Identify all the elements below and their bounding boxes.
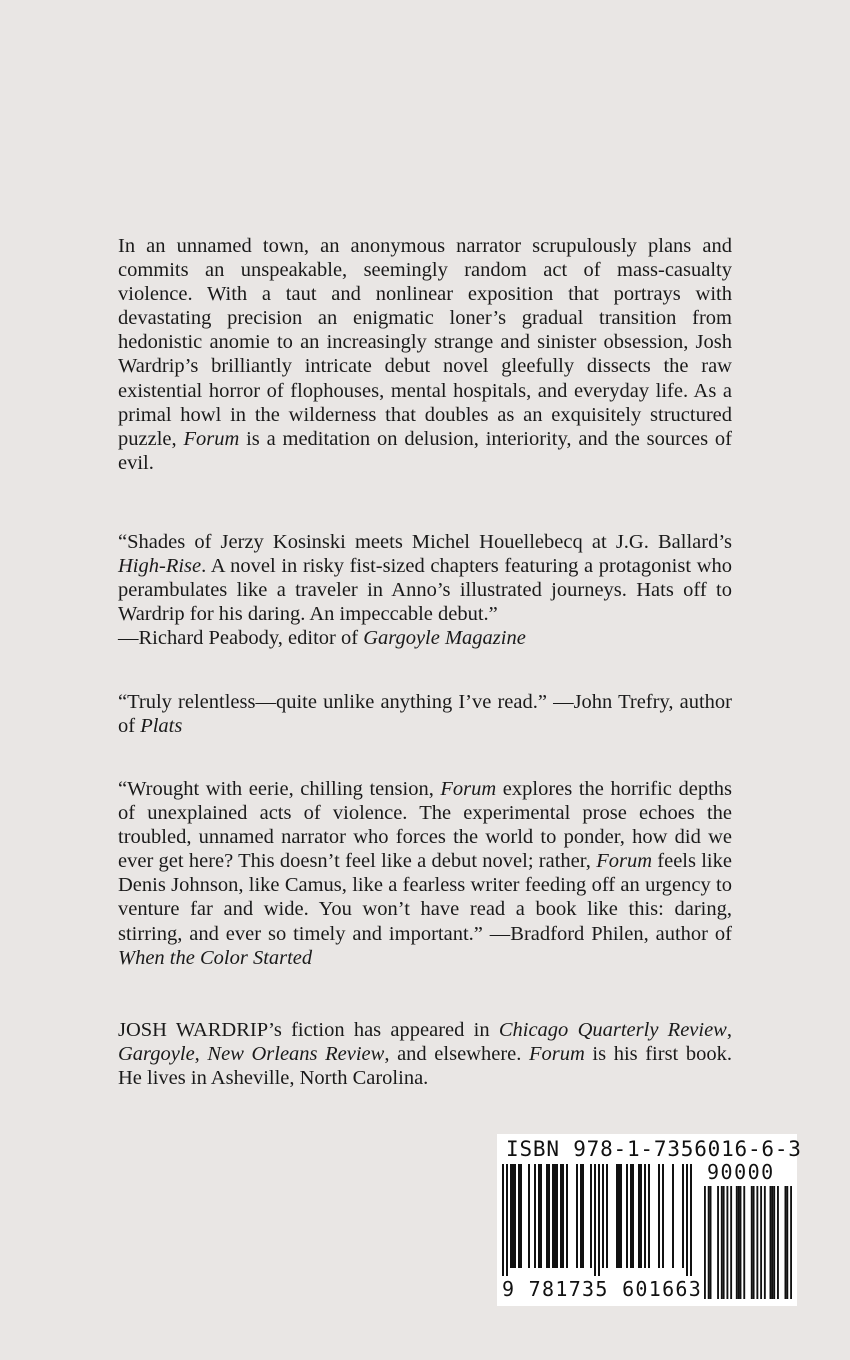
barcode-bar xyxy=(717,1186,719,1299)
bio-publication: New Orleans Review xyxy=(207,1043,385,1066)
description-text-1: In an unnamed town, an anonymous narrator scrupulously plans and commits an unspeakable, seemingly random act of mass-casualty violence. With a taut and nonlinear exposition that portrays with devastating precision an enigmatic loner’s gradual transition from hedonistic anomie to an increasingly strange and sinister obsession, Josh Wardrip’s brilliantly intricate debut novel gleefully dissects the raw existential horror of flophouses, mental hospitals, and everyday life. As a primal howl in the wilderness that doubles as an exquisitely structured puzzle, xyxy=(118,235,732,450)
quote-referenced-book: High-Rise xyxy=(118,555,202,578)
barcode-bar xyxy=(682,1164,684,1268)
barcode-bar xyxy=(626,1164,628,1268)
bio-text: is his first book. He lives in Asheville, North Carolina. xyxy=(118,1043,732,1090)
barcode-bar xyxy=(560,1164,562,1268)
barcode-bar xyxy=(582,1164,584,1268)
barcode-bar xyxy=(690,1164,692,1276)
barcode-bar xyxy=(785,1186,787,1299)
barcode-bar xyxy=(773,1186,775,1299)
ean-digits: 9 781735 601663 xyxy=(502,1277,703,1301)
isbn-label: ISBN 978-1-7356016-6-3 xyxy=(506,1137,802,1161)
barcode-bar xyxy=(770,1186,772,1299)
quote-text: “Wrought with eerie, chilling tension, xyxy=(118,778,441,800)
barcode-bar xyxy=(777,1186,779,1299)
barcode-bar xyxy=(751,1186,753,1299)
barcode-bar xyxy=(704,1186,706,1299)
isbn-barcode xyxy=(497,1134,802,1306)
bio-separator: , xyxy=(726,1019,732,1041)
barcode-bar xyxy=(640,1164,642,1268)
quote-text: . A novel in risky fist-sized chapters featuring a protagonist who perambulates like a traveler in Anno’s illustrated journeys. Hats off to Wardrip for his daring. An impeccable debut.” xyxy=(118,555,732,626)
barcode-bar xyxy=(616,1164,618,1268)
barcode-bar xyxy=(514,1164,516,1268)
price-code: 90000 xyxy=(707,1160,775,1184)
barcode-bar xyxy=(730,1186,732,1299)
quote-book-title: Forum xyxy=(596,850,652,873)
quote-author-book: Plats xyxy=(140,715,183,738)
barcode-bar xyxy=(672,1164,674,1268)
barcode-bar xyxy=(726,1186,728,1299)
barcode-bar xyxy=(618,1164,620,1268)
barcode-bar xyxy=(756,1186,758,1299)
barcode-bar xyxy=(760,1186,762,1299)
barcode-bar xyxy=(528,1164,530,1268)
quote-text: “Shades of Jerzy Kosinski meets Michel Houellebecq at J.G. Ballard’s xyxy=(118,531,732,553)
blurb-quote-trefry xyxy=(118,690,732,738)
barcode-bar xyxy=(580,1164,582,1268)
barcode-bar xyxy=(534,1164,536,1268)
barcode-bar xyxy=(790,1186,792,1299)
barcode-bar xyxy=(506,1164,508,1276)
barcode-bar xyxy=(753,1186,755,1299)
barcode-bar xyxy=(638,1164,640,1268)
bio-publication: Chicago Quarterly Review xyxy=(498,1019,727,1041)
quote-attribution: —Richard Peabody, editor of xyxy=(118,627,364,650)
barcode-bar xyxy=(602,1164,604,1268)
barcode-bar xyxy=(630,1164,632,1268)
author-bio xyxy=(118,1018,732,1090)
barcode-bar xyxy=(548,1164,550,1268)
quote-text: feels like Denis Johnson, like Camus, like a fearless writer feeding off an urgency to venture far and wide. You won’t have read a book like this: daring, stirring, and ever so timely and important.” —Bradford Philen, author of xyxy=(118,850,732,945)
book-description xyxy=(118,234,732,475)
barcode-bar xyxy=(764,1186,766,1299)
barcode-bar xyxy=(710,1186,712,1299)
quote-publication: Gargoyle Magazine xyxy=(363,627,526,650)
barcode-bar xyxy=(510,1164,512,1268)
barcode-bar xyxy=(562,1164,564,1268)
barcode-bar xyxy=(662,1164,664,1268)
description-book-title: Forum xyxy=(183,427,240,450)
barcode-bar xyxy=(606,1164,608,1268)
quote-text: “Truly relentless—quite unlike anything I’ve read.” —John Trefry, author of xyxy=(118,691,732,738)
barcode-bar xyxy=(740,1186,742,1299)
bio-publication: Gargoyle xyxy=(118,1043,195,1066)
barcode-bar xyxy=(743,1186,745,1299)
barcode-bar xyxy=(594,1164,596,1276)
barcode-bar xyxy=(540,1164,542,1268)
barcode-bar xyxy=(632,1164,634,1268)
addon-barcode-bars xyxy=(704,1186,792,1299)
bio-separator: , xyxy=(194,1043,208,1066)
blurb-quote-peabody xyxy=(118,530,732,650)
barcode-bar xyxy=(576,1164,578,1268)
quote-author-book: When the Color Started xyxy=(118,946,313,969)
barcode-bar xyxy=(721,1186,723,1299)
barcode-bar xyxy=(723,1186,725,1299)
barcode-bar xyxy=(598,1164,600,1276)
barcode-bar xyxy=(552,1164,554,1268)
barcode-bar xyxy=(554,1164,556,1268)
barcode-bar xyxy=(538,1164,540,1268)
barcode-bar xyxy=(512,1164,514,1268)
quote-book-title: Forum xyxy=(440,778,497,800)
blurb-quote-philen xyxy=(118,777,732,970)
barcode-bar xyxy=(502,1164,504,1276)
barcode-bar xyxy=(556,1164,558,1268)
barcode-bar xyxy=(590,1164,592,1268)
quote-text: explores the horrific depths of unexplained acts of violence. The experimental prose echoes the troubled, unnamed narrator who forces the world to ponder, how did we ever get here? This doesn’t feel like a debut novel; rather, xyxy=(118,778,733,873)
barcode-bar xyxy=(648,1164,650,1268)
barcode-bar xyxy=(736,1186,738,1299)
barcode-bar xyxy=(658,1164,660,1268)
barcode-bar xyxy=(518,1164,520,1268)
ean-barcode-bars xyxy=(502,1164,692,1276)
barcode-bar xyxy=(686,1164,688,1276)
barcode-bar xyxy=(786,1186,788,1299)
barcode-bar xyxy=(644,1164,646,1268)
description-text-2: is a meditation on delusion, interiority, and the sources of evil. xyxy=(118,427,733,474)
barcode-bar xyxy=(546,1164,548,1268)
barcode-bar xyxy=(566,1164,568,1268)
barcode-bar xyxy=(620,1164,622,1268)
barcode-bar xyxy=(520,1164,522,1268)
barcode-bar xyxy=(771,1186,773,1299)
bio-text: JOSH WARDRIP’s fiction has appeared in xyxy=(118,1019,499,1041)
barcode-bar xyxy=(738,1186,740,1299)
bio-text: , and elsewhere. xyxy=(384,1043,529,1066)
barcode-bar xyxy=(708,1186,710,1299)
bio-book-title: Forum xyxy=(528,1043,585,1066)
